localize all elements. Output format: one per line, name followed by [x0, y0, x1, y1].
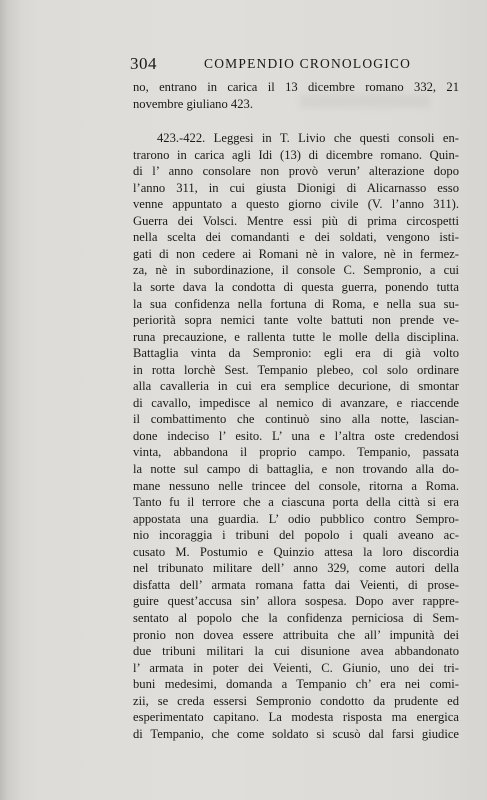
- page-gutter-shadow: [0, 0, 22, 800]
- text-line: za, nè in subordinazione, il console C. Sempronio, a cui: [133, 263, 459, 278]
- text-line: sentato al popolo che la confidenza perniciosa di Sem-: [133, 610, 459, 625]
- running-title: COMPENDIO CRONOLOGICO: [204, 56, 412, 71]
- text-line: mane nessuno nelle trincee del console, ritorna a Roma.: [133, 478, 459, 493]
- text-line: venne appuntato a questo giorno civile (V. l’anno 311).: [133, 197, 459, 212]
- text-line: l’anno 311, in cui giusta Dionigi di Alicarnasso esso: [133, 180, 459, 195]
- text-line: periorità sopra nemici tante volte battuti non prende ve-: [133, 313, 459, 328]
- text-line: due tribuni militari la cui disunione avea abbandonato: [133, 644, 459, 659]
- text-line: gati di non cedere ai Romani nè in valore, nè in fermez-: [133, 246, 459, 261]
- text-line: di cavallo, impedisce al nemico di avanzare, e riaccende: [133, 395, 459, 410]
- text-line: novembre giuliano 423.: [133, 96, 253, 111]
- text-line: 423.-422. Leggesi in T. Livio che questi consoli en-: [157, 131, 459, 146]
- paragraph-gap: [133, 112, 459, 130]
- text-line: Battaglia vinta da Sempronio: egli era di già volto: [133, 346, 459, 361]
- text-line: trarono in carica agli Idi (13) di dicembre romano. Quin-: [133, 147, 459, 162]
- text-line: nel tribunato militare dell’ anno 329, come autori della: [133, 561, 459, 576]
- text-line: nella scelta dei comandanti e dei soldati, vengono isti-: [133, 230, 459, 245]
- text-line: no, entrano in carica il 13 dicembre romano 332, 21: [133, 80, 459, 94]
- text-line: runa precauzione, e rallenta tutte le molle della disciplina.: [133, 329, 459, 344]
- page-number: 304: [130, 54, 157, 73]
- text-line: Guerra dei Volsci. Mentre essi più di prima circospetti: [133, 213, 459, 228]
- text-line: pronio non dovea essere attribuita che all’ impunità dei: [133, 627, 459, 642]
- text-line: zii, se creda essersi Sempronio condotto da prudente ed: [133, 693, 459, 708]
- text-line: di Tempanio, che come soldato si scusò dal farsi giudice: [133, 726, 459, 741]
- text-line: nio incoraggia i tribuni del popolo i quali aveano ac-: [133, 528, 459, 543]
- text-line: di l’ anno consolare non provò verun’ alterazione dopo: [133, 164, 459, 179]
- text-line: la sua confidenza nella fortuna di Roma, e nella sua su-: [133, 296, 459, 311]
- text-line: in rotta lorchè Sest. Tempanio plebeo, col solo ordinare: [133, 362, 459, 377]
- text-line: cusato M. Postumio e Quinzio attesa la loro discordia: [133, 544, 459, 559]
- text-line: disfatta dell’ armata romana fatta dai Veienti, di prose-: [133, 577, 459, 592]
- text-line: guire quest’accusa sin’ allora sospesa. Dopo aver rappre-: [133, 594, 459, 609]
- text-line: il combattimento che continuò sino alla notte, lascian-: [133, 412, 459, 427]
- text-line: buni medesimi, domanda a Tempanio ch’ era nei comi-: [133, 677, 459, 692]
- text-line: la notte sul campo di battaglia, e non trovando alla do-: [133, 462, 459, 477]
- text-line: esperimentato capitano. La modesta risposta ma energica: [133, 710, 459, 725]
- text-line: done indeciso l’ esito. L’ una e l’altra oste credendosi: [133, 428, 459, 443]
- text-line: l’ armata in poter dei Veienti, C. Giunio, uno dei tri-: [133, 660, 459, 675]
- text-line: alla cavalleria in cui era semplice decurione, di smontar: [133, 379, 459, 394]
- text-line: Tanto fu il terrore che a ciascuna porta della città si era: [133, 495, 459, 510]
- text-line: la sorte dava la condotta di questa guerra, ponendo tutta: [133, 280, 459, 295]
- text-line: appostata una guardia. L’ odio pubblico contro Sempro-: [133, 511, 459, 526]
- page-header: [130, 54, 460, 76]
- body-text: [133, 79, 459, 742]
- text-line: vinta, abbandona il proprio campo. Tempanio, passata: [133, 445, 459, 460]
